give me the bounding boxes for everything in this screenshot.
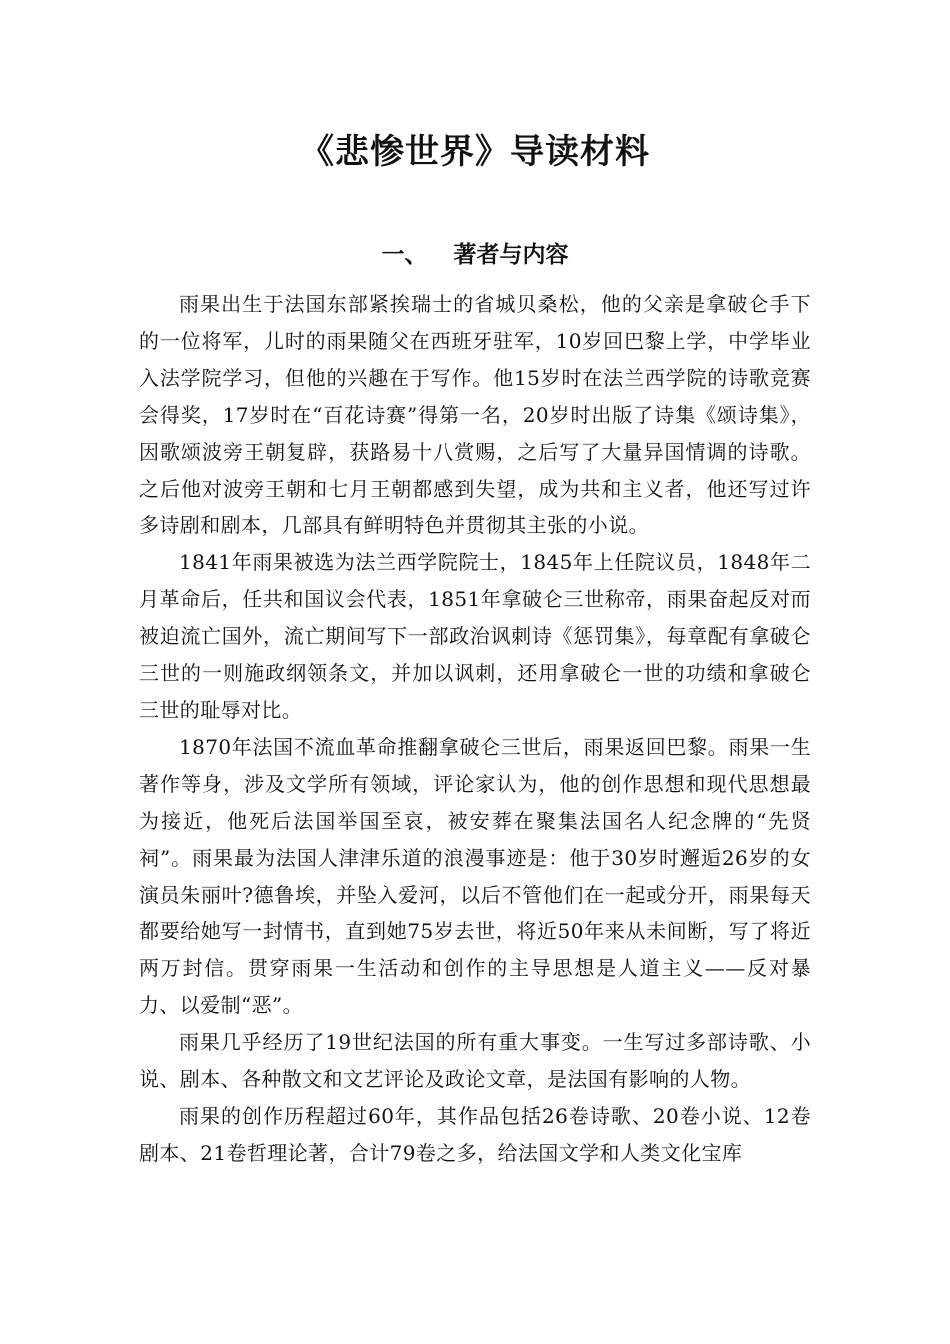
section-heading <box>0 236 950 274</box>
section-heading-text: 著者与内容 <box>453 242 569 268</box>
body-text <box>139 286 811 1172</box>
paragraph-5: 雨果的创作历程超过60年，其作品包括26卷诗歌、20卷小说、12卷剧本、21卷哲理论著，合计79卷之多，给法国文学和人类文化宝库 <box>139 1103 811 1165</box>
paragraph-1: 雨果出生于法国东部紧挨瑞士的省城贝桑松，他的父亲是拿破仑手下的一位将军，儿时的雨果随父在西班牙驻军，10岁回巴黎上学，中学毕业入法学院学习，但他的兴趣在于写作。他15岁时在法兰西学院的诗歌竞赛会得奖，17岁时在“百花诗赛”得第一名，20岁时出版了诗集《颂诗集》，因歌颂波旁王朝复辟，获路易十八赏赐，之后写了大量异国情调的诗歌。之后他对波旁王朝和七月王朝都感到失望，成为共和主义者，他还写过许多诗剧和剧本，几部具有鲜明特色并贯彻其主张的小说。 <box>139 292 811 538</box>
paragraph-3: 1870年法国不流血革命推翻拿破仑三世后，雨果返回巴黎。雨果一生著作等身，涉及文学所有领域，评论家认为，他的创作思想和现代思想最为接近，他死后法国举国至哀，被安葬在聚集法国名人纪念牌的“先贤祠”。雨果最为法国人津津乐道的浪漫事迹是：他于30岁时邂逅26岁的女演员朱丽叶?德鲁埃，并坠入爱河，以后不管他们在一起或分开，雨果每天都要给她写一封情书，直到她75岁去世，将近50年来从未间断，写了将近两万封信。贯穿雨果一生活动和创作的主导思想是人道主义——反对暴力、以爱制“恶”。 <box>139 734 811 1018</box>
paragraph-2: 1841年雨果被选为法兰西学院院士，1845年上任院议员，1848年二月革命后，任共和国议会代表，1851年拿破仑三世称帝，雨果奋起反对而被迫流亡国外，流亡期间写下一部政治讽刺诗《惩罚集》，每章配有拿破仑三世的一则施政纲领条文，并加以讽刺，还用拿破仑一世的功绩和拿破仑三世的耻辱对比。 <box>139 550 811 722</box>
section-number: 一、 <box>381 242 428 268</box>
document-title: 《悲惨世界》导读材料 <box>300 132 650 172</box>
paragraph-4: 雨果几乎经历了19世纪法国的所有重大事变。一生写过多部诗歌、小说、剧本、各种散文和文艺评论及政论文章，是法国有影响的人物。 <box>139 1030 811 1092</box>
